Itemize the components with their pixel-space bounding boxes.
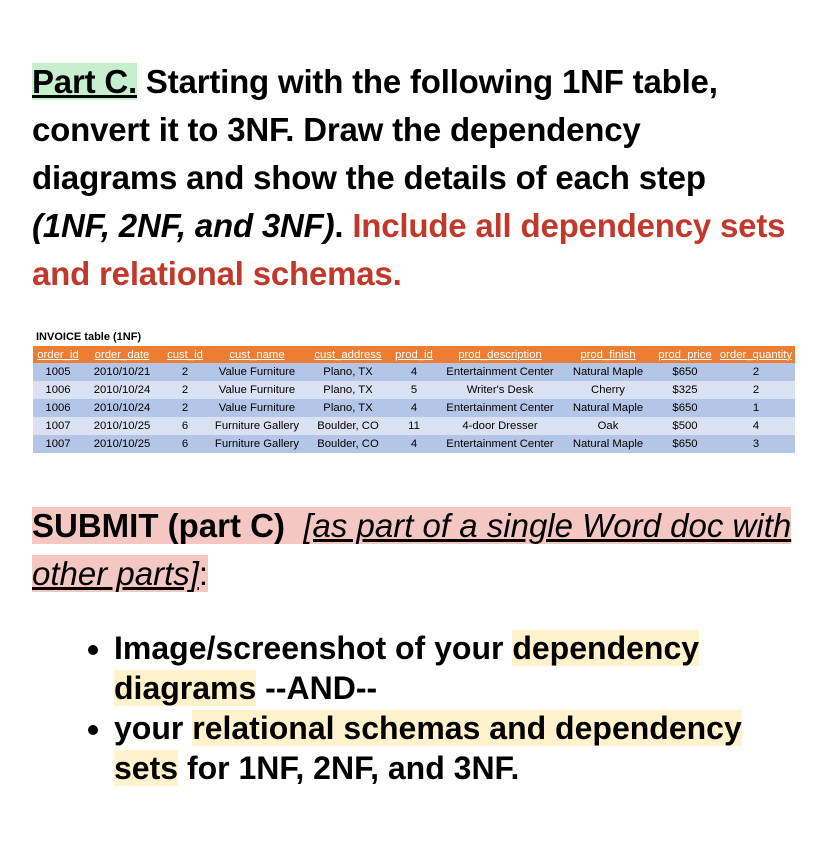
cell-cust-name: Furniture Gallery xyxy=(209,417,305,435)
price-value: 325 xyxy=(678,384,698,396)
cell-cust-name: Furniture Gallery xyxy=(209,435,305,453)
bullet-text: your xyxy=(114,710,193,746)
submission-checklist xyxy=(76,628,814,788)
cell-cust-id: 2 xyxy=(161,381,209,399)
header-cell: order_date xyxy=(83,346,161,363)
cell-cust-id: 2 xyxy=(161,363,209,381)
cell-cust-address: Boulder, CO xyxy=(305,417,391,435)
cell-prod-description: 4-door Dresser xyxy=(437,417,563,435)
cell-prod-id: 11 xyxy=(391,417,437,435)
price-value: 650 xyxy=(678,402,698,414)
header-cell: prod_price xyxy=(653,346,717,363)
heading-italic-steps: (1NF, 2NF, and 3NF) xyxy=(32,207,335,244)
submit-gap xyxy=(285,507,303,544)
cell-prod-price xyxy=(653,435,717,453)
cell-prod-finish: Natural Maple xyxy=(563,399,653,417)
currency-symbol: $ xyxy=(672,366,679,378)
cell-order-id: 1007 xyxy=(33,435,83,453)
bullet-text: Image/screenshot of your xyxy=(114,630,513,666)
cell-cust-id: 2 xyxy=(161,399,209,417)
cell-order-id: 1007 xyxy=(33,417,83,435)
submit-label: SUBMIT (part C) xyxy=(32,507,285,544)
header-cell: prod_finish xyxy=(563,346,653,363)
cell-prod-description: Entertainment Center xyxy=(437,399,563,417)
cell-prod-finish: Cherry xyxy=(563,381,653,399)
bullet-highlight: dependency diagrams xyxy=(114,630,700,706)
bullet-text: --AND-- xyxy=(256,670,378,706)
cell-order-date: 2010/10/24 xyxy=(83,381,161,399)
currency-symbol: $ xyxy=(672,402,679,414)
cell-prod-description: Entertainment Center xyxy=(437,363,563,381)
header-cell: prod_id xyxy=(391,346,437,363)
cell-cust-address: Boulder, CO xyxy=(305,435,391,453)
header-cell: cust_name xyxy=(209,346,305,363)
invoice-table-block xyxy=(33,331,795,453)
price-value: 650 xyxy=(678,366,698,378)
cell-order-id: 1006 xyxy=(33,399,83,417)
heading-period: . xyxy=(334,207,353,244)
cell-prod-finish: Oak xyxy=(563,417,653,435)
cell-order-id: 1005 xyxy=(33,363,83,381)
cell-order-quantity: 3 xyxy=(717,435,795,453)
cell-prod-id: 5 xyxy=(391,381,437,399)
cell-prod-description: Entertainment Center xyxy=(437,435,563,453)
list-item xyxy=(114,628,814,708)
cell-order-id: 1006 xyxy=(33,381,83,399)
cell-prod-finish: Natural Maple xyxy=(563,363,653,381)
currency-symbol: $ xyxy=(672,438,679,450)
bullet-highlight: relational schemas and dependency sets xyxy=(114,710,742,786)
currency-symbol: $ xyxy=(672,384,679,396)
cell-prod-finish: Natural Maple xyxy=(563,435,653,453)
cell-order-date: 2010/10/25 xyxy=(83,417,161,435)
header-cell: order_quantity xyxy=(717,346,795,363)
cell-order-quantity: 1 xyxy=(717,399,795,417)
header-cell: prod_description xyxy=(437,346,563,363)
table-row xyxy=(33,417,795,435)
heading-red-instruction: Include all dependency sets and relational schemas. xyxy=(32,207,786,292)
cell-order-date: 2010/10/21 xyxy=(83,363,161,381)
price-value: 650 xyxy=(678,438,698,450)
table-header-row xyxy=(33,346,795,363)
part-c-heading xyxy=(32,58,792,298)
cell-cust-name: Value Furniture xyxy=(209,381,305,399)
cell-prod-id: 4 xyxy=(391,363,437,381)
invoice-table xyxy=(33,346,795,453)
part-c-label: Part C. xyxy=(32,63,137,100)
cell-prod-price xyxy=(653,381,717,399)
cell-prod-price xyxy=(653,363,717,381)
table-row xyxy=(33,435,795,453)
cell-prod-id: 4 xyxy=(391,399,437,417)
list-item xyxy=(114,708,814,788)
table-row xyxy=(33,381,795,399)
cell-order-date: 2010/10/25 xyxy=(83,435,161,453)
heading-text: Starting with the following 1NF table, convert it to 3NF. Draw the dependency diagrams and show the details of each step xyxy=(32,63,718,196)
cell-cust-address: Plano, TX xyxy=(305,363,391,381)
cell-cust-address: Plano, TX xyxy=(305,399,391,417)
cell-prod-description: Writer's Desk xyxy=(437,381,563,399)
cell-cust-name: Value Furniture xyxy=(209,363,305,381)
cell-cust-address: Plano, TX xyxy=(305,381,391,399)
price-value: 500 xyxy=(678,420,698,432)
table-caption: INVOICE table (1NF) xyxy=(36,331,142,343)
table-row xyxy=(33,399,795,417)
cell-prod-price xyxy=(653,417,717,435)
table-row xyxy=(33,363,795,381)
cell-prod-price xyxy=(653,399,717,417)
header-cell: cust_id xyxy=(161,346,209,363)
submit-note-link[interactable]: [as part of a single Word doc with other parts] xyxy=(32,507,792,592)
header-cell: cust_address xyxy=(305,346,391,363)
header-cell: order_id xyxy=(33,346,83,363)
cell-order-quantity: 4 xyxy=(717,417,795,435)
cell-order-date: 2010/10/24 xyxy=(83,399,161,417)
cell-cust-name: Value Furniture xyxy=(209,399,305,417)
bullet-text: for 1NF, 2NF, and 3NF. xyxy=(178,750,520,786)
cell-cust-id: 6 xyxy=(161,417,209,435)
cell-prod-id: 4 xyxy=(391,435,437,453)
cell-cust-id: 6 xyxy=(161,435,209,453)
cell-order-quantity: 2 xyxy=(717,381,795,399)
submit-instructions xyxy=(32,502,792,598)
cell-order-quantity: 2 xyxy=(717,363,795,381)
submit-colon: : xyxy=(198,555,209,592)
currency-symbol: $ xyxy=(672,420,679,432)
